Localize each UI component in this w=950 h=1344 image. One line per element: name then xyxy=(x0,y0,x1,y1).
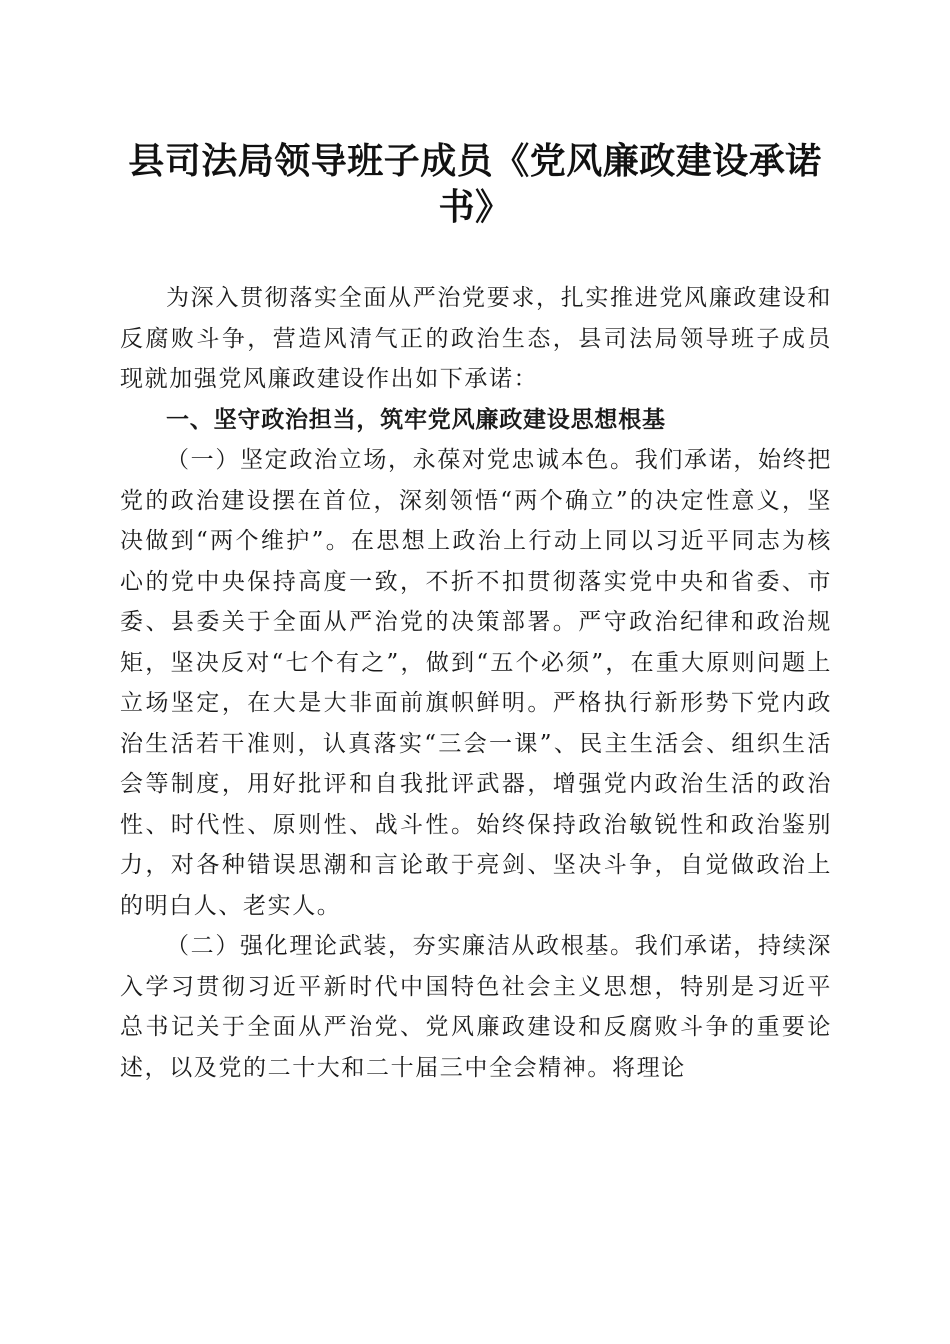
intro-paragraph: 为深入贯彻落实全面从严治党要求，扎实推进党风廉政建设和反腐败斗争，营造风清气正的政治生态，县司法局领导班子成员现就加强党风廉政建设作出如下承诺： xyxy=(120,285,832,392)
document-body xyxy=(120,278,832,1088)
item-paragraph-1 xyxy=(120,440,832,926)
item-label-1: （一）坚定政治立场，永葆对党忠诚本色。 xyxy=(166,447,635,473)
item-paragraph-2 xyxy=(120,926,832,1088)
item-text-1: 我们承诺，始终把党的政治建设摆在首位，深刻领悟“两个确立”的决定性意义，坚决做到“两个维护”。在思想上政治上行动上同以习近平同志为核心的党中央保持高度一致，不折不扣贯彻落实党中央和省委、市委、县委关于全面从严治党的决策部署。严守政治纪律和政治规矩，坚决反对“七个有之”，做到“五个必须”，在重大原则问题上立场坚定，在大是大非面前旗帜鲜明。严格执行新形势下党内政治生活若干准则，认真落实“三会一课”、民主生活会、组织生活会等制度，用好批评和自我批评武器，增强党内政治生活的政治性、时代性、原则性、战斗性。始终保持政治敏锐性和政治鉴别力，对各种错误思潮和言论敢于亮剑、坚决斗争，自觉做政治上的明白人、老实人。 xyxy=(120,447,832,919)
document-title: 县司法局领导班子成员《党风廉政建设承诺书》 xyxy=(128,140,822,228)
item-label-2: （二）强化理论武装，夯实廉洁从政根基。 xyxy=(166,933,635,959)
item-text-2: 我们承诺，持续深入学习贯彻习近平新时代中国特色社会主义思想，特别是习近平总书记关于全面从严治党、党风廉政建设和反腐败斗争的重要论述，以及党的二十大和二十届三中全会精神。将理论 xyxy=(120,933,832,1081)
section-heading: 一、坚守政治担当，筑牢党风廉政建设思想根基 xyxy=(166,406,666,433)
